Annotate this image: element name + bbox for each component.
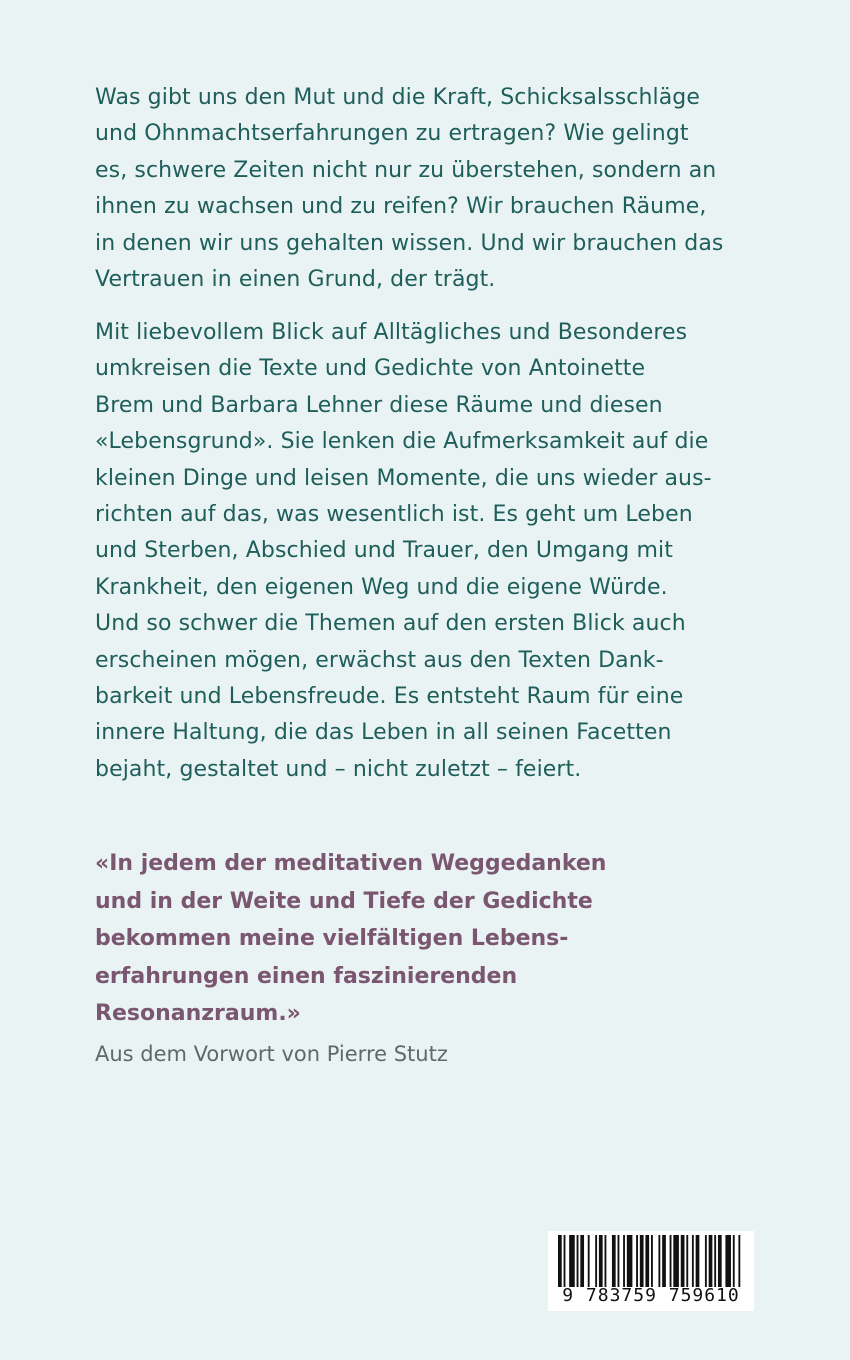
barcode-bar: [709, 1235, 713, 1287]
blurb-paragraph-2: [95, 315, 735, 788]
barcode-bar: [588, 1235, 590, 1287]
barcode-bar: [658, 1235, 660, 1287]
barcode-bar: [618, 1235, 620, 1287]
text-line: kleinen Dinge und leisen Momente, die uns wieder aus-: [95, 465, 712, 491]
barcode-bar: [696, 1235, 700, 1287]
quote-line: «In jedem der meditativen Weggedanken: [95, 851, 607, 876]
text-line: Mit liebevollem Blick auf Alltägliches und Besonderes: [95, 320, 688, 345]
text-line: ihnen zu wachsen und zu reifen? Wir brauchen Räume,: [95, 194, 707, 220]
text-line: es, schwere Zeiten nicht nur zu überstehen, sondern an: [95, 157, 717, 183]
quote-line: erfahrungen einen faszinierenden: [95, 963, 518, 989]
text-line: Vertrauen in einen Grund, der trägt.: [95, 267, 496, 293]
isbn-barcode: [548, 1231, 754, 1311]
barcode-bar: [681, 1235, 685, 1287]
barcode-bar: [673, 1235, 679, 1287]
barcode-bars-graphic: [558, 1235, 744, 1287]
barcode-bar: [627, 1235, 633, 1287]
quote-line: und in der Weite und Tiefe der Gedichte: [95, 888, 593, 914]
barcode-bar: [725, 1235, 731, 1287]
barcode-bar: [738, 1235, 740, 1287]
barcode-bar: [705, 1235, 707, 1287]
barcode-bar: [662, 1235, 666, 1287]
text-line: Brem und Barbara Lehner diese Räume und diesen: [95, 392, 663, 418]
barcode-bar: [718, 1235, 722, 1287]
barcode-bar: [636, 1235, 638, 1287]
text-line: Krankheit, den eigenen Weg und die eigene Würde.: [95, 574, 668, 600]
isbn-digits: 9 783759 759610: [562, 1285, 740, 1306]
text-line: und Sterben, Abschied und Trauer, den Umgang mit: [95, 538, 673, 564]
barcode-bar: [670, 1235, 672, 1287]
barcode-bar: [651, 1235, 653, 1287]
text-line: und Ohnmachtserfahrungen zu ertragen? Wie gelingt: [95, 121, 689, 147]
barcode-bar: [564, 1235, 566, 1287]
text-line: innere Haltung, die das Leben in all seinen Facetten: [95, 720, 672, 746]
barcode-bar: [599, 1235, 603, 1287]
text-line: «Lebensgrund». Sie lenken die Aufmerksamkeit auf die: [95, 429, 709, 455]
text-line: umkreisen die Texte und Gedichte von Antoinette: [95, 356, 646, 382]
blurb-paragraph-1: [95, 80, 735, 298]
text-line: bejaht, gestaltet und – nicht zuletzt – feiert.: [95, 756, 582, 782]
text-line: Und so schwer die Themen auf den ersten Blick auch: [95, 611, 686, 637]
text-line: barkeit und Lebensfreude. Es entsteht Raum für eine: [95, 684, 684, 710]
barcode-bar: [692, 1235, 694, 1287]
quote-attribution: Aus dem Vorwort von Pierre Stutz: [95, 1042, 448, 1066]
barcode-bar: [640, 1235, 644, 1287]
barcode-bar: [714, 1235, 716, 1287]
barcode-bar: [580, 1235, 584, 1287]
text-line: in denen wir uns gehalten wissen. Und wir brauchen das: [95, 230, 724, 256]
pull-quote: [95, 845, 735, 1033]
barcode-bar: [645, 1235, 649, 1287]
text-line: erscheinen mögen, erwächst aus den Texten Dank-: [95, 647, 664, 673]
barcode-bar: [595, 1235, 597, 1287]
text-line: richten auf das, was wesentlich ist. Es geht um Leben: [95, 502, 693, 528]
barcode-bar: [612, 1235, 616, 1287]
barcode-bar: [558, 1235, 562, 1287]
barcode-bar: [686, 1235, 688, 1287]
barcode-bar: [733, 1235, 735, 1287]
quote-line: Resonanzraum.»: [95, 1001, 301, 1027]
quote-line: bekommen meine vielfältigen Lebens-: [95, 926, 569, 952]
barcode-bar: [605, 1235, 607, 1287]
text-line: Was gibt uns den Mut und die Kraft, Schicksalsschläge: [95, 85, 701, 110]
barcode-bar: [623, 1235, 625, 1287]
barcode-bar: [569, 1235, 575, 1287]
barcode-bar: [577, 1235, 579, 1287]
